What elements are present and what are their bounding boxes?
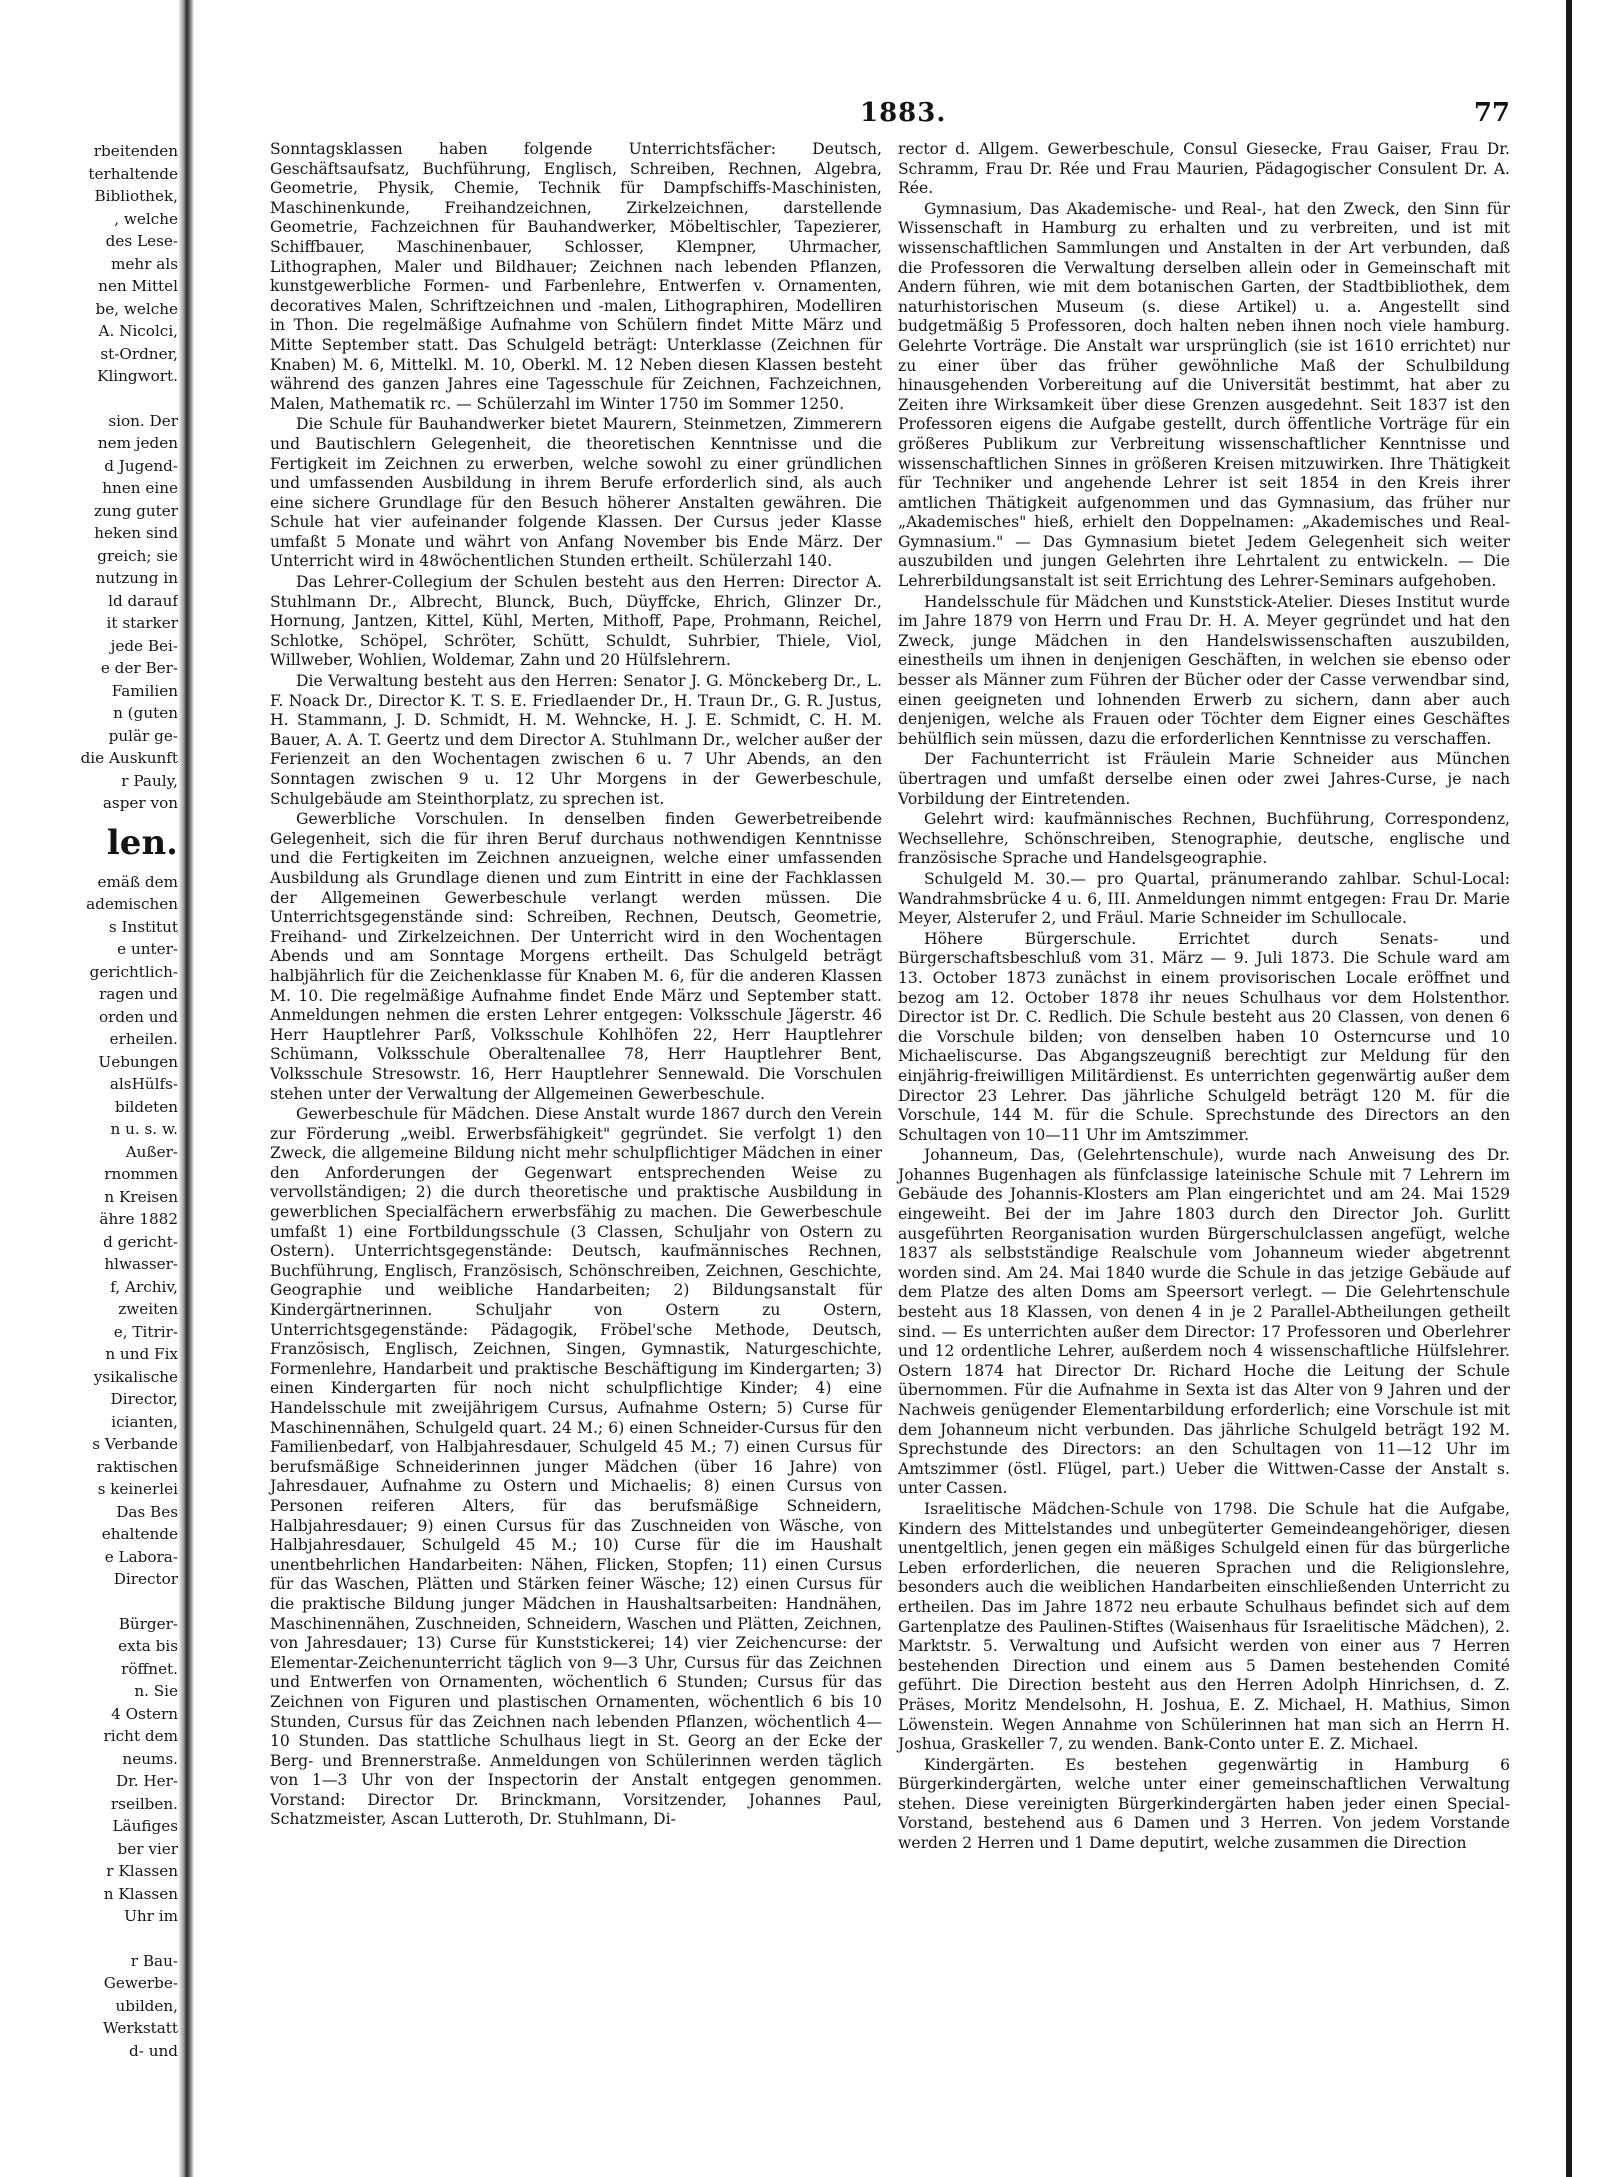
left-fragment-line: terhaltende xyxy=(88,164,178,183)
left-fragment-line: Familien xyxy=(111,681,178,700)
text-column-left xyxy=(270,140,882,2020)
left-fragment-line: röffnet. xyxy=(121,1659,178,1678)
left-fragment-gap xyxy=(0,1591,178,1613)
left-fragment-line: n Klassen xyxy=(103,1884,178,1903)
left-fragment-line: Uhr im xyxy=(124,1907,178,1925)
left-fragment-line: rnommen xyxy=(104,1165,178,1183)
left-fragment-line: e Labora- xyxy=(104,1547,178,1566)
left-fragment-line: Dr. Her- xyxy=(115,1772,178,1790)
left-fragment-line: st-Ordner, xyxy=(100,344,178,363)
left-fragment-line: Director xyxy=(113,1570,178,1588)
left-fragment-line: zweiten xyxy=(118,1300,178,1318)
page-number: 77 xyxy=(1473,98,1510,128)
left-fragment-line: des Lese- xyxy=(105,232,178,250)
left-fragment-line: n und Fix xyxy=(105,1345,178,1363)
paragraph: Gewerbliche Vorschulen. In denselben finden Gewerbetreibende Gelegenheit, sich die für ihren Beruf durchaus nothwendigen Kenntnisse und die Fertigkeiten im Zeichnen anzueignen, welche einer umfassenden Ausbildung als Grundlage dienen und zum Eintritt in eine der Fachklassen der Allgemeinen Gewerbeschule verlangt werden müssen. Die Unterrichtsgegenstände sind: Schreiben, Rechnen, Deutsch, Geometrie, Freihand- und Zirkelzeichnen. Der Unterricht wird in den Wochentagen Abends und am Sonntage Morgens ertheilt. Das Schulgeld beträgt halbjährlich für die Zeichenklasse für Knaben M. 6, für die anderen Klassen M. 10. Die regelmäßige Aufnahme findet Ende März und September statt. Anmeldungen nehmen die ersten Lehrer entgegen: Volksschule Jägerstr. 46 Herr Hauptlehrer Parß, Volksschule Kohlhöfen 22, Herr Hauptlehrer Schümann, Volksschule Oberaltenallee 78, Herr Hauptlehrer Bent, Volksschule Stresowstr. 16, Herr Hauptlehrer Sennewald. Die Vorschulen stehen unter der Verwaltung der Allgemeinen Gewerbeschule. xyxy=(270,810,882,1103)
left-fragment-line: raktischen xyxy=(96,1457,178,1476)
left-fragment-line: rbeitenden xyxy=(93,142,178,160)
left-fragment-line: e unter- xyxy=(117,940,178,958)
left-fragment-line: Bürger- xyxy=(118,1614,178,1633)
left-fragment-line: s Institut xyxy=(108,917,178,936)
left-fragment-line: zung guter xyxy=(94,501,178,520)
left-fragment-line: Das Bes xyxy=(116,1502,178,1521)
paragraph: Israelitische Mädchen-Schule von 1798. Die Schule hat die Aufgabe, Kindern des Mittelstandes und unbegüterter Gemeindeangehöriger, diesen unentgeltlich, jenen gegen ein mäßiges Schulgeld einen für das bürgerliche Leben erforderlichen, die neueren Sprachen und die Religionslehre, besonders auch die weiblichen Handarbeiten einschließenden Unterricht zu ertheilen. Das im Jahre 1872 neu erbaute Schulhaus befindet sich auf dem Gartenplatze des Paulinen-Stiftes (Waisenhaus für Israelitische Mädchen), 2. Marktstr. 5. Verwaltung und Aufsicht werden von einer aus 7 Herren bestehenden Direction und einem aus 5 Damen bestehenden Comité geführt. Die Direction besteht aus den Herren Adolph Hinrichsen, d. Z. Präses, Moritz Mendelsohn, H. Joshua, E. Z. Michael, H. Mathius, Simon Löwenstein. Wegen Annahme von Schülerinnen hat man sich an Herrn H. Joshua, Graskeller 7, zu wenden. Bank-Conto unter E. Z. Michael. xyxy=(898,1499,1510,1754)
left-fragment-block-2 xyxy=(0,410,178,815)
left-fragment-line: asper von xyxy=(102,794,178,812)
left-fragment-line: ähre 1882 xyxy=(99,1210,178,1228)
left-fragment-line: r Bau- xyxy=(130,1951,178,1970)
left-fragment-line: emäß dem xyxy=(97,872,178,891)
paragraph: Johanneum, Das, (Gelehrtenschule), wurde nach Anweisung des Dr. Johannes Bugenhagen als fünfclassige lateinische Schule mit 7 Lehrern im Gebäude des Johannis-Klosters am Plan eingerichtet und am 24. Mai 1529 eingeweiht. Bei der im Jahre 1803 durch den Director Joh. Gurlitt ausgeführten Reorganisation wurden Bürgerschulclassen angefügt, welche 1837 als selbstständige Realschule vom Johanneum wieder abgetrennt worden sind. Am 24. Mai 1840 wurde die Schule in das jetzige Gebäude auf dem Platze des alten Doms am Speersort verlegt. — Die Gelehrtenschule besteht aus 18 Klassen, von denen 4 in je 2 Parallel-Abtheilungen getheilt sind. — Es unterrichten außer dem Director: 17 Professoren und Oberlehrer und 12 ordentliche Lehrer, außerdem noch 4 wissenschaftliche Hülfslehrer. Ostern 1874 hat Director Dr. Richard Hoche die Leitung der Schule übernommen. Für die Aufnahme in Sexta ist das Alter von 9 Jahren und der Nachweis genügender Elementarbildung erforderlich; eine Vorschule ist mit dem Johanneum nicht verbunden. Das jährliche Schulgeld beträgt 192 M. Sprechstunde des Directors: an den Schultagen von 11—12 Uhr im Amtszimmer (östl. Flügel, part.) Ueber die Wittwen-Casse der Anstalt s. unter Cassen. xyxy=(898,1146,1510,1498)
left-fragment-line: nen Mittel xyxy=(98,277,178,295)
left-fragment-line: be, welche xyxy=(95,299,178,318)
left-fragment-line: s Verbande xyxy=(92,1435,178,1453)
left-fragment-line: icianten, xyxy=(111,1412,178,1431)
left-fragment-line: orden und xyxy=(98,1007,178,1026)
left-fragment-line: richt dem xyxy=(103,1727,178,1745)
left-fragment-line: erheilen. xyxy=(109,1030,178,1048)
left-fragment-line: heken sind xyxy=(94,524,178,542)
header-year: 1883. xyxy=(860,98,947,128)
paragraph: Das Lehrer-Collegium der Schulen besteht aus den Herren: Director A. Stuhlmann Dr., Albrecht, Blunck, Buch, Düyffcke, Ehrich, Glinzer Dr., Hornung, Jantzen, Kittel, Kühl, Merten, Mithoff, Pape, Prohmann, Reichel, Schlotke, Schöpel, Schröter, Schütt, Schuldt, Suhrbier, Thiele, Viol, Willweber, Wohlien, Woldemar, Zahn und 20 Hülfslehrern. xyxy=(270,573,882,670)
left-fragment-line: hnen eine xyxy=(102,479,178,497)
left-fragment-line: ber vier xyxy=(117,1839,178,1858)
left-fragment-line: Uebungen xyxy=(98,1052,178,1071)
left-fragment-line: Bibliothek, xyxy=(94,187,178,205)
text-column-right xyxy=(898,140,1510,2020)
left-fragment-line: n. Sie xyxy=(134,1682,178,1700)
left-fragment-line: A. Nicolci, xyxy=(98,322,178,340)
left-fragment-line: d Jugend- xyxy=(104,456,178,475)
left-fragment-line: pulär ge- xyxy=(108,726,178,745)
left-fragment-line: greich; sie xyxy=(97,546,178,565)
left-fragment-line: Außer- xyxy=(125,1142,178,1161)
left-fragment-line: n Kreisen xyxy=(104,1187,178,1206)
left-fragment-line: ld darauf xyxy=(108,591,178,610)
left-fragment-line: ademischen xyxy=(86,895,178,913)
left-fragment-line: gerichtlich- xyxy=(89,962,178,981)
left-fragment-heading: len. xyxy=(106,822,178,863)
paragraph: Höhere Bürgerschule. Errichtet durch Senats- und Bürgerschaftsbeschluß vom 31. März — 9. Juli 1873. Die Schule ward am 13. October 1873 zunächst in einem provisorischen Locale eröffnet und bezog am 12. October 1878 ihr neues Schulhaus vor dem Holstenthor. Director ist Dr. C. Redlich. Die Schule besteht aus 20 Classen, von denen 6 die Vorschule bilden; von denselben haben 10 Osterncurse und 10 Michaeliscurse. Das Abgangszeugniß berechtigt zur Meldung für den einjährig-freiwilligen Militärdienst. Es unterrichten gegenwärtig außer dem Director 23 Lehrer. Das jährliche Schulgeld beträgt 120 M. für die Vorschule, 144 M. für die Schule. Sprechstunde des Directors an den Schultagen von 10—11 Uhr im Amtszimmer. xyxy=(898,929,1510,1144)
left-fragment-block-1 xyxy=(0,140,178,388)
left-page-fragment xyxy=(0,140,178,2060)
left-fragment-line: e der Ber- xyxy=(100,659,178,677)
left-fragment-block-3 xyxy=(0,871,178,1591)
left-fragment-line: exta bis xyxy=(118,1637,178,1655)
page-gutter xyxy=(178,0,194,2177)
left-fragment-line: ysikalische xyxy=(93,1367,178,1386)
left-fragment-line: 4 Ostern xyxy=(111,1704,178,1723)
left-fragment-line: Läufiges xyxy=(112,1817,178,1835)
left-fragment-line: d- und xyxy=(129,2041,178,2060)
paragraph: Sonntagsklassen haben folgende Unterrichtsfächer: Deutsch, Geschäftsaufsatz, Buchführung, Englisch, Schreiben, Rechnen, Algebra, Geometrie, Physik, Chemie, Technik für Dampfschiffs-Maschinisten, Maschinenkunde, Freihandzeichnen, Zirkelzeichnen, darstellende Geometrie, Fachzeichnen für Bauhandwerker, Möbeltischler, Tapezierer, Schiffbauer, Maschinenbauer, Schlosser, Klempner, Uhrmacher, Lithographen, Maler und Bildhauer; Zeichnen nach lebenden Pflanzen, kunstgewerbliche Formen- und Farbenlehre, Entwerfen v. Ornamenten, decoratives Malen, Schriftzeichnen und -malen, Lithographiren, Modelliren in Thon. Die regelmäßige Aufnahme von Schülern findet Mitte März und Mitte September statt. Das Schulgeld beträgt: Unterklasse (Zeichnen für Knaben) M. 6, Mittelkl. M. 10, Oberkl. M. 12 Neben diesen Klassen besteht während des ganzen Jahres eine Tagesschule für Zeichnen, Fachzeichnen, Malen, Mathematik rc. — Schülerzahl im Winter 1750 im Sommer 1250. xyxy=(270,140,882,413)
paragraph: Gewerbeschule für Mädchen. Diese Anstalt wurde 1867 durch den Verein zur Förderung „weibl. Erwerbsfähigkeit" gegründet. Sie verfolgt 1) den Zweck, die allgemeine Bildung nicht mehr schulpflichtiger Mädchen in einer den Anforderungen der Gegenwart entsprechenden Weise zu vervollständigen; 2) die durch theoretische und praktische Ausbildung in gewerblichen Specialfächern erwerbsfähig zu machen. Die Gewerbeschule umfaßt 1) eine Fortbildungsschule (3 Classen, Schuljahr von Ostern zu Ostern). Unterrichtsgegenstände: Deutsch, kaufmännisches Rechnen, Buchführung, Englisch, Französisch, Schönschreiben, Zeichnen, Geschichte, Geographie und weibliche Handarbeiten; 2) Bildungsanstalt für Kindergärtnerinnen. Schuljahr von Ostern zu Ostern, Unterrichtsgegenstände: Pädagogik, Fröbel'sche Methode, Deutsch, Französisch, Englisch, Zeichnen, Singen, Gymnastik, Naturgeschichte, Formenlehre, Handarbeit und praktische Beschäftigung im Kindergarten; 3) einen Kindergarten für noch nicht schulpflichtige Kinder; 4) eine Handelsschule mit zweijährigem Cursus, Aufnahme Ostern; 5) Curse für Maschinennähen, Schulgeld quart. 24 M.; 6) einen Schneider-Cursus für den Familienbedarf, von Halbjahresdauer, Schulgeld 45 M.; 7) einen Cursus für berufsmäßige Schneiderinnen junger Mädchen (über 16 Jahre) von Jahresdauer, Aufnahme zu Ostern und Michaelis; 8) einen Cursus von Personen reiferen Alters, für das berufsmäßige Schneidern, Halbjahresdauer; 9) einen Cursus für das Zuschneiden von Wäsche, von Halbjahresdauer, Schulgeld 45 M.; 10) Curse für die im Haushalt unentbehrlichen Handarbeiten: Nähen, Flicken, Stopfen; 11) einen Cursus für das Waschen, Plätten und Stärken feiner Wäsche; 12) einen Cursus für die praktische Bildung junger Mädchen in Haushaltsarbeiten: Handnähen, Maschinennähen, Zuschneiden, Schneidern, Waschen und Plätten, Zeichnen, von Jahresdauer; 13) Curse für Kunststickerei; 14) vier Zeichencurse: der Elementar-Zeichenunterricht täglich von 9—3 Uhr, Cursus für das Zeichnen und Entwerfen von Ornamenten, wöchentlich 6 Stunden; Cursus für das Zeichnen von Figuren und plastischen Ornamenten, wöchentlich 6 bis 10 Stunden, Cursus für das Zeichnen nach lebenden Pflanzen, wöchentlich 4—10 Stunden. Das stattliche Schulhaus liegt in St. Georg an der Ecke der Berg- und Brennerstraße. Anmeldungen von Schülerinnen werden täglich von 1—3 Uhr von der Inspectorin der Anstalt entgegen genommen. Vorstand: Director Dr. Brinckmann, Vorsitzender, Johannes Paul, Schatzmeister, Ascan Lutteroth, Dr. Stuhlmann, Di- xyxy=(270,1105,882,1829)
left-fragment-line: mehr als xyxy=(111,254,178,273)
left-fragment-line: bildeten xyxy=(114,1097,178,1116)
left-fragment-line: Director, xyxy=(110,1390,178,1408)
left-fragment-block-4 xyxy=(0,1613,178,1928)
paragraph: Schulgeld M. 30.— pro Quartal, pränumerando zahlbar. Schul-Local: Wandrahmsbrücke 4 u. 6, III. Anmeldungen nimmt entgegen: Frau Dr. Marie Meyer, Alsterufer 2, und Fräul. Marie Schneider im Schullocale. xyxy=(898,869,1510,928)
left-fragment-line: n (guten xyxy=(113,704,178,722)
left-fragment-line: f, Archiv, xyxy=(110,1277,178,1296)
left-fragment-line: alsHülfs- xyxy=(109,1075,178,1093)
left-fragment-gap xyxy=(0,1928,178,1950)
left-fragment-line: , welche xyxy=(114,209,178,228)
left-fragment-line: die Auskunft xyxy=(80,749,178,767)
paragraph: Handelsschule für Mädchen und Kunststick-Atelier. Dieses Institut wurde im Jahre 1879 von Herrn und Frau Dr. H. A. Meyer gegründet und hat den Zweck, junge Mädchen in den Handelswissenschaften auszubilden, einestheils um ihnen in denjenigen Geschäften, in welchen sie ebenso oder besser als Männer zum Führen der Bücher oder der Casse verwendbar sind, einen geeigneten und lohnenden Erwerb zu sichern, dann aber auch denjenigen, welche als Frauen oder Töchter dem Eigner eines Geschäftes behülflich sein müssen, dazu die erforderlichen Kenntnisse zu verschaffen. xyxy=(898,592,1510,748)
paragraph: Gymnasium, Das Akademische- und Real-, hat den Zweck, den Sinn für Wissenschaft in Hamburg zu erhalten und zu verbreiten, und ist mit wissenschaftlichen Sammlungen und Anstalten in der Art verbunden, daß die Professoren die Verwaltung derselben allein oder in Gemeinschaft mit Andern führen, wie mit dem botanischen Garten, der Stadtbibliothek, dem naturhistorischen Museum (s. diese Artikel) u. a. Angestellt sind budgetmäßig 5 Professoren, doch halten neben ihnen noch viele hamburg. Gelehrte Vorträge. Die Anstalt war ursprünglich (sie ist 1610 errichtet) nur zu einer über das früher gewöhnliche Maß der Schulbildung hinausgehenden Vorbereitung auf die Universität bestimmt, hat aber zu Zeiten ihre Wirksamkeit über diese Grenzen ausgedehnt. Seit 1837 ist den Professoren eigens die Aufgabe gestellt, durch öffentliche Vorträge für ein größeres Publikum zur Verbreitung wissenschaftlicher Kenntnisse und wissenschaftlichen Sinnes in größeren Kreisen mitzuwirken. Ihre Thätigkeit für Techniker und angehende Lehrer ist seit 1854 in den Kreis ihrer amtlichen Thätigkeit aufgenommen und das Gymnasium, das früher nur „Akademisches" hieß, erhielt den Doppelnamen: „Akademisches und Real-Gymnasium." — Das Gymnasium bietet Jedem Gelegenheit sich weiter auszubilden und jungen Gelehrten ihre Lehrtalent zu entwickeln. — Die Lehrerbildungsanstalt ist seit Errichtung des Lehrer-Seminars aufgehoben. xyxy=(898,199,1510,591)
left-fragment-line: jede Bei- xyxy=(110,636,178,655)
left-fragment-line: n u. s. w. xyxy=(110,1120,178,1138)
left-fragment-line: s keinerlei xyxy=(97,1480,178,1498)
left-fragment-block-5 xyxy=(0,1950,178,2063)
left-fragment-line: neums. xyxy=(122,1749,178,1768)
paragraph: Die Verwaltung besteht aus den Herren: Senator J. G. Mönckeberg Dr., L. F. Noack Dr., Director K. T. S. E. Friedlaender Dr., H. Traun Dr., G. R. Justus, H. Stammann, J. D. Schmidt, H. M. Wehncke, H. J. E. Schmidt, C. H. M. Bauer, A. A. T. Geertz und dem Director A. Stuhlmann Dr., welcher außer der Ferienzeit an den Wochentagen zwischen 6 u. 7 Uhr Abends, an den Sonntagen zwischen 9 u. 12 Uhr Morgens in der Gewerbeschule, Schulgebäude am Steinthorplatz, zu sprechen ist. xyxy=(270,672,882,808)
paragraph: Gelehrt wird: kaufmännisches Rechnen, Buchführung, Correspondenz, Wechsellehre, Schönschreiben, Stenographie, deutsche, englische und französische Sprache und Handelsgeographie. xyxy=(898,810,1510,868)
paragraph: Der Fachunterricht ist Fräulein Marie Schneider aus München übertragen und umfaßt derselbe einen oder zwei Jahres-Curse, je nach Vorbildung der Eintretenden. xyxy=(898,750,1510,808)
right-page-border xyxy=(1566,0,1572,2177)
left-fragment-gap xyxy=(0,388,178,410)
left-fragment-line: sion. Der xyxy=(108,411,178,430)
paragraph: Die Schule für Bauhandwerker bietet Maurern, Steinmetzen, Zimmerern und Bautischlern Gelegenheit, die theoretischen Kenntnisse und die Fertigkeit im Zeichnen zu erwerben, welche sowohl zu einer gründlichen und umfassenden Ausbildung in ihrem Berufe erforderlich sind, als auch eine sichere Grundlage für den Besuch höherer Anstalten gewähren. Die Schule hat vier aufeinander folgende Klassen. Der Cursus jeder Klasse umfaßt 5 Monate und währt von Anfang November bis Ende März. Der Unterricht wird in 48wöchentlichen Stunden ertheilt. Schülerzahl 140. xyxy=(270,415,882,571)
left-fragment-line: d gericht- xyxy=(103,1232,178,1251)
left-fragment-line: Gewerbe- xyxy=(103,1974,178,1992)
paragraph: Kindergärten. Es bestehen gegenwärtig in Hamburg 6 Bürgerkindergärten, welche unter einer gemeinschaftlichen Verwaltung stehen. Diese vereinigten Bürgerkindergärten haben jeder einen Special-Vorstand, bestehend aus 6 Damen und 3 Herren. Von jedem Vorstande werden 2 Herren und 1 Dame deputirt, welche zusammen die Direction xyxy=(898,1755,1510,1853)
left-fragment-line: r Klassen xyxy=(106,1862,178,1880)
left-fragment-line: hlwasser- xyxy=(104,1255,178,1273)
left-fragment-line: Klingwort. xyxy=(97,367,178,385)
left-fragment-line: rseilben. xyxy=(110,1794,178,1813)
left-fragment-line: nem jeden xyxy=(97,434,178,452)
page-header xyxy=(270,98,1510,140)
left-fragment-line: ehaltende xyxy=(101,1525,178,1543)
paragraph: rector d. Allgem. Gewerbeschule, Consul Giesecke, Frau Gaiser, Frau Dr. Schramm, Frau Dr. Rée und Frau Maurien, Pädagogischer Consulent Dr. A. Rée. xyxy=(898,140,1510,198)
left-fragment-line: nutzung in xyxy=(95,569,178,587)
left-fragment-line: r Pauly, xyxy=(121,771,178,790)
left-fragment-line: Werkstatt xyxy=(103,2019,178,2037)
left-fragment-line: it starker xyxy=(106,614,178,632)
left-fragment-line: ragen und xyxy=(99,985,178,1003)
left-fragment-line: ubilden, xyxy=(115,1996,178,2015)
left-fragment-line: e, Titrir- xyxy=(113,1322,178,1341)
